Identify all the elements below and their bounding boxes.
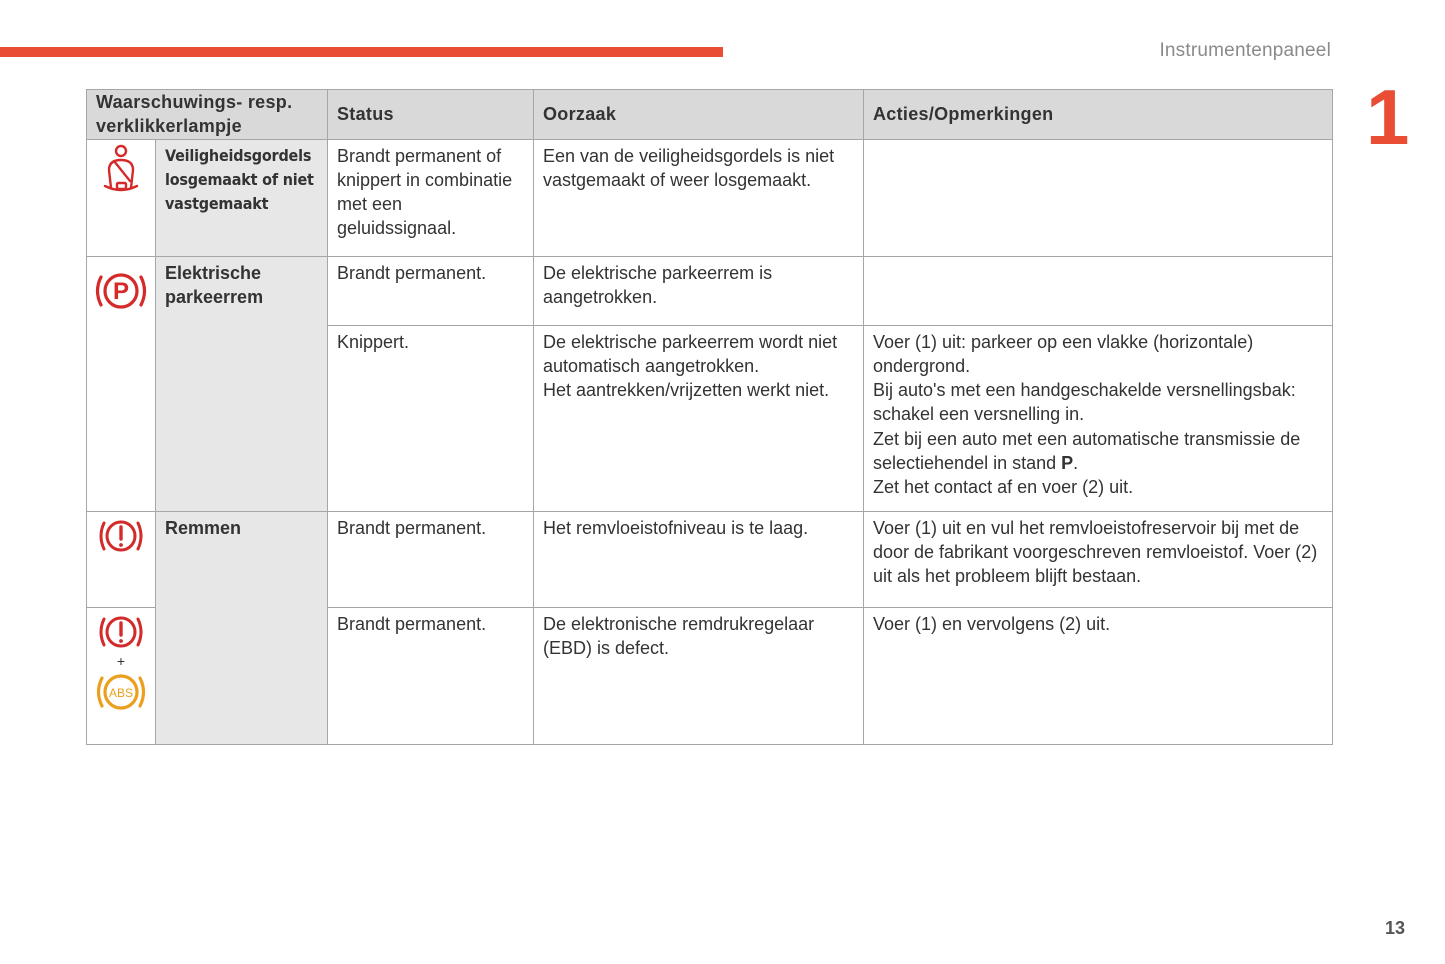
abs-label: ABS xyxy=(108,685,134,700)
brake-warning-icon xyxy=(96,612,146,652)
column-header-lamp: Waarschuwings- resp. verklikkerlampje xyxy=(87,90,328,140)
lamp-name: Veiligheidsgordels losgemaakt of niet vastgemaakt xyxy=(156,139,328,256)
status-cell: Brandt permanent. xyxy=(328,607,534,744)
table-header-row xyxy=(87,90,1333,140)
section-title: Instrumentenpaneel xyxy=(1159,40,1331,61)
icon-cell xyxy=(87,511,156,607)
status-cell: Brandt permanent of knippert in combinatie met een geluidssignaal. xyxy=(328,139,534,256)
column-header-cause: Oorzaak xyxy=(534,90,864,140)
cause-line: De elektrische parkeerrem wordt niet automatisch aangetrokken. xyxy=(543,331,838,376)
table-row xyxy=(87,139,1333,256)
status-cell: Brandt permanent. xyxy=(328,511,534,607)
action-line xyxy=(873,427,1323,476)
cause-cell: De elektrische parkeerrem is aangetrokken. xyxy=(534,256,864,325)
warning-lamps-table xyxy=(86,89,1333,745)
status-cell: Brandt permanent. xyxy=(328,256,534,325)
cause-cell: Een van de veiligheidsgordels is niet vastgemaakt of weer losgemaakt. xyxy=(534,139,864,256)
cause-cell: De elektronische remdrukregelaar (EBD) is defect. xyxy=(534,607,864,744)
parking-brake-icon xyxy=(92,269,150,313)
action-text-end: . xyxy=(1073,453,1079,474)
header-accent-bar xyxy=(0,47,723,57)
column-header-actions: Acties/Opmerkingen xyxy=(864,90,1333,140)
status-cell: Knippert. xyxy=(328,325,534,511)
gear-position-p: P xyxy=(1061,453,1074,474)
seatbelt-icon xyxy=(99,144,143,196)
cause-cell xyxy=(534,325,864,511)
lamp-name: Remmen xyxy=(156,511,328,744)
svg-text:P: P xyxy=(112,277,130,305)
cause-line: Het aantrekken/vrijzetten werkt niet. xyxy=(543,380,830,401)
action-line: Bij auto's met een handgeschakelde versnellingsbak: schakel een versnelling in. xyxy=(873,380,1296,425)
icon-cell xyxy=(87,256,156,511)
action-line: Voer (1) uit: parkeer op een vlakke (horizontale) ondergrond. xyxy=(873,331,1254,376)
column-header-status: Status xyxy=(328,90,534,140)
icon-cell xyxy=(87,607,156,744)
table-row xyxy=(87,511,1333,607)
icon-cell xyxy=(87,139,156,256)
actions-cell xyxy=(864,139,1333,256)
action-text: Zet bij een auto met een automatische transmissie de selectiehendel in stand xyxy=(873,428,1301,474)
cause-cell: Het remvloeistofniveau is te laag. xyxy=(534,511,864,607)
plus-sign: + xyxy=(116,652,126,669)
actions-cell: Voer (1) uit en vul het remvloeistofreservoir bij met de door de fabrikant voorgeschreven remvloeistof. Voer (2) uit als het probleem blijft bestaan. xyxy=(864,511,1333,607)
lamp-name: Elektrische parkeerrem xyxy=(156,256,328,511)
actions-cell: Voer (1) en vervolgens (2) uit. xyxy=(864,607,1333,744)
actions-cell xyxy=(864,325,1333,511)
action-line: Zet het contact af en voer (2) uit. xyxy=(873,477,1134,498)
brake-warning-icon xyxy=(96,516,146,556)
table-row xyxy=(87,256,1333,325)
chapter-number: 1 xyxy=(1366,73,1410,161)
page-number: 13 xyxy=(1384,918,1405,938)
abs-icon xyxy=(93,670,149,714)
actions-cell xyxy=(864,256,1333,325)
